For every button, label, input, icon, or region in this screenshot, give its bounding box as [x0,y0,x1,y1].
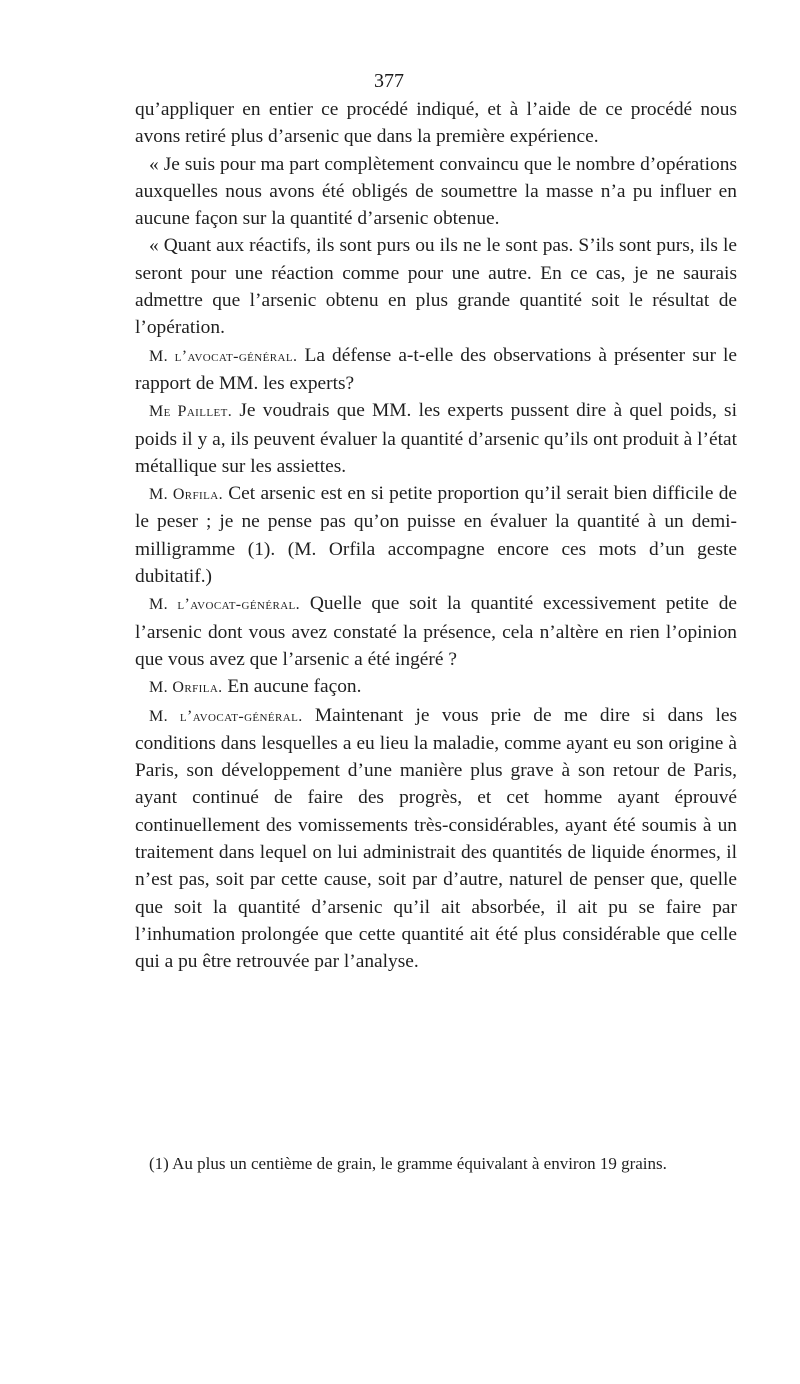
paragraph [135,397,737,480]
page-number: 377 [374,70,404,92]
paragraph-text: Je voudrais que MM. les experts pussent dire à quel poids, si poids il y a, ils peuvent évaluer la quantité d’arsenic qu’ils ont produit à l’état métallique sur les assiettes. [135,400,737,477]
paragraph [135,590,737,673]
paragraph-text: « Je suis pour ma part complètement convaincu que le nombre d’opérations auxquelles nous avons été obligés de soumettre la masse n’a pu influer en aucune façon sur la quantité d’arsenic obtenue. [135,153,737,230]
paragraph-text: La défense a-t-elle des observations à présenter sur le rapport de MM. les experts? [135,344,737,394]
footnotes [135,1151,737,1176]
main-text [135,96,737,976]
speaker-name: M. l’avocat-général. [149,707,303,725]
paragraph [135,673,737,701]
paragraph [135,151,737,233]
speaker-name: M. Orfila. [149,486,223,504]
paragraph-text: « Quant aux réactifs, ils sont purs ou ils ne le sont pas. S’ils sont purs, ils le seront pour une réaction comme pour une autre. En ce cas, je ne saurais admettre que l’arsenic obtenu en plus grande quantité soit le résultat de l’opération. [135,235,737,339]
paragraph-text: En aucune façon. [227,676,362,698]
paragraph-text: qu’appliquer en entier ce procédé indiqué, et à l’aide de ce procédé nous avons retiré plus d’arsenic que dans la première expérience. [135,99,737,148]
paragraph [135,232,737,341]
footnote: (1) Au plus un centième de grain, le gramme équivalant à environ 19 grains. [149,1154,667,1173]
paragraph [135,342,737,398]
speaker-name: M. l’avocat-général. [149,596,301,614]
paragraph [135,702,737,976]
paragraph [135,480,737,590]
paragraph-text: Maintenant je vous prie de me dire si dans les conditions dans lesquelles a eu lieu la maladie, comme ayant eu son origine à Paris, son développement d’une manière plus grave à son retour de Paris, ayant continué de faire des progrès, et cet homme ayant éprouvé continuellement des vomissements très-considérables, ayant été soumis à un traitement dans lequel on lui administrait des quantités de liquide énormes, il n’est pas, soit par cette cause, soit par d’autre, naturel de penser que, quelle que soit la quantité d’arsenic qu’il ait absorbée, il ait pu se faire par l’inhumation prolongée que cette quantité ait été plus considérable que celle qui a pu être retrouvée par l’analyse. [135,704,737,973]
paragraph [135,96,737,151]
speaker-name: M. l’avocat-général. [149,347,298,365]
paragraph-text: Quelle que soit la quantité excessivement petite de l’arsenic dont vous avez constaté la présence, cela n’altère en rien l’opinion que vous avez que l’arsenic a été ingéré ? [135,593,738,670]
speaker-name: Me Paillet. [149,403,233,421]
speaker-name: M. Orfila. [149,679,223,697]
paragraph-text: Cet arsenic est en si petite proportion qu’il serait bien difficile de le peser ; je ne pense pas qu’on puisse en évaluer la quantité à un demi-milligramme (1). (M. Orfila accompagne encore ces mots d’un geste dubitatif.) [135,483,737,588]
